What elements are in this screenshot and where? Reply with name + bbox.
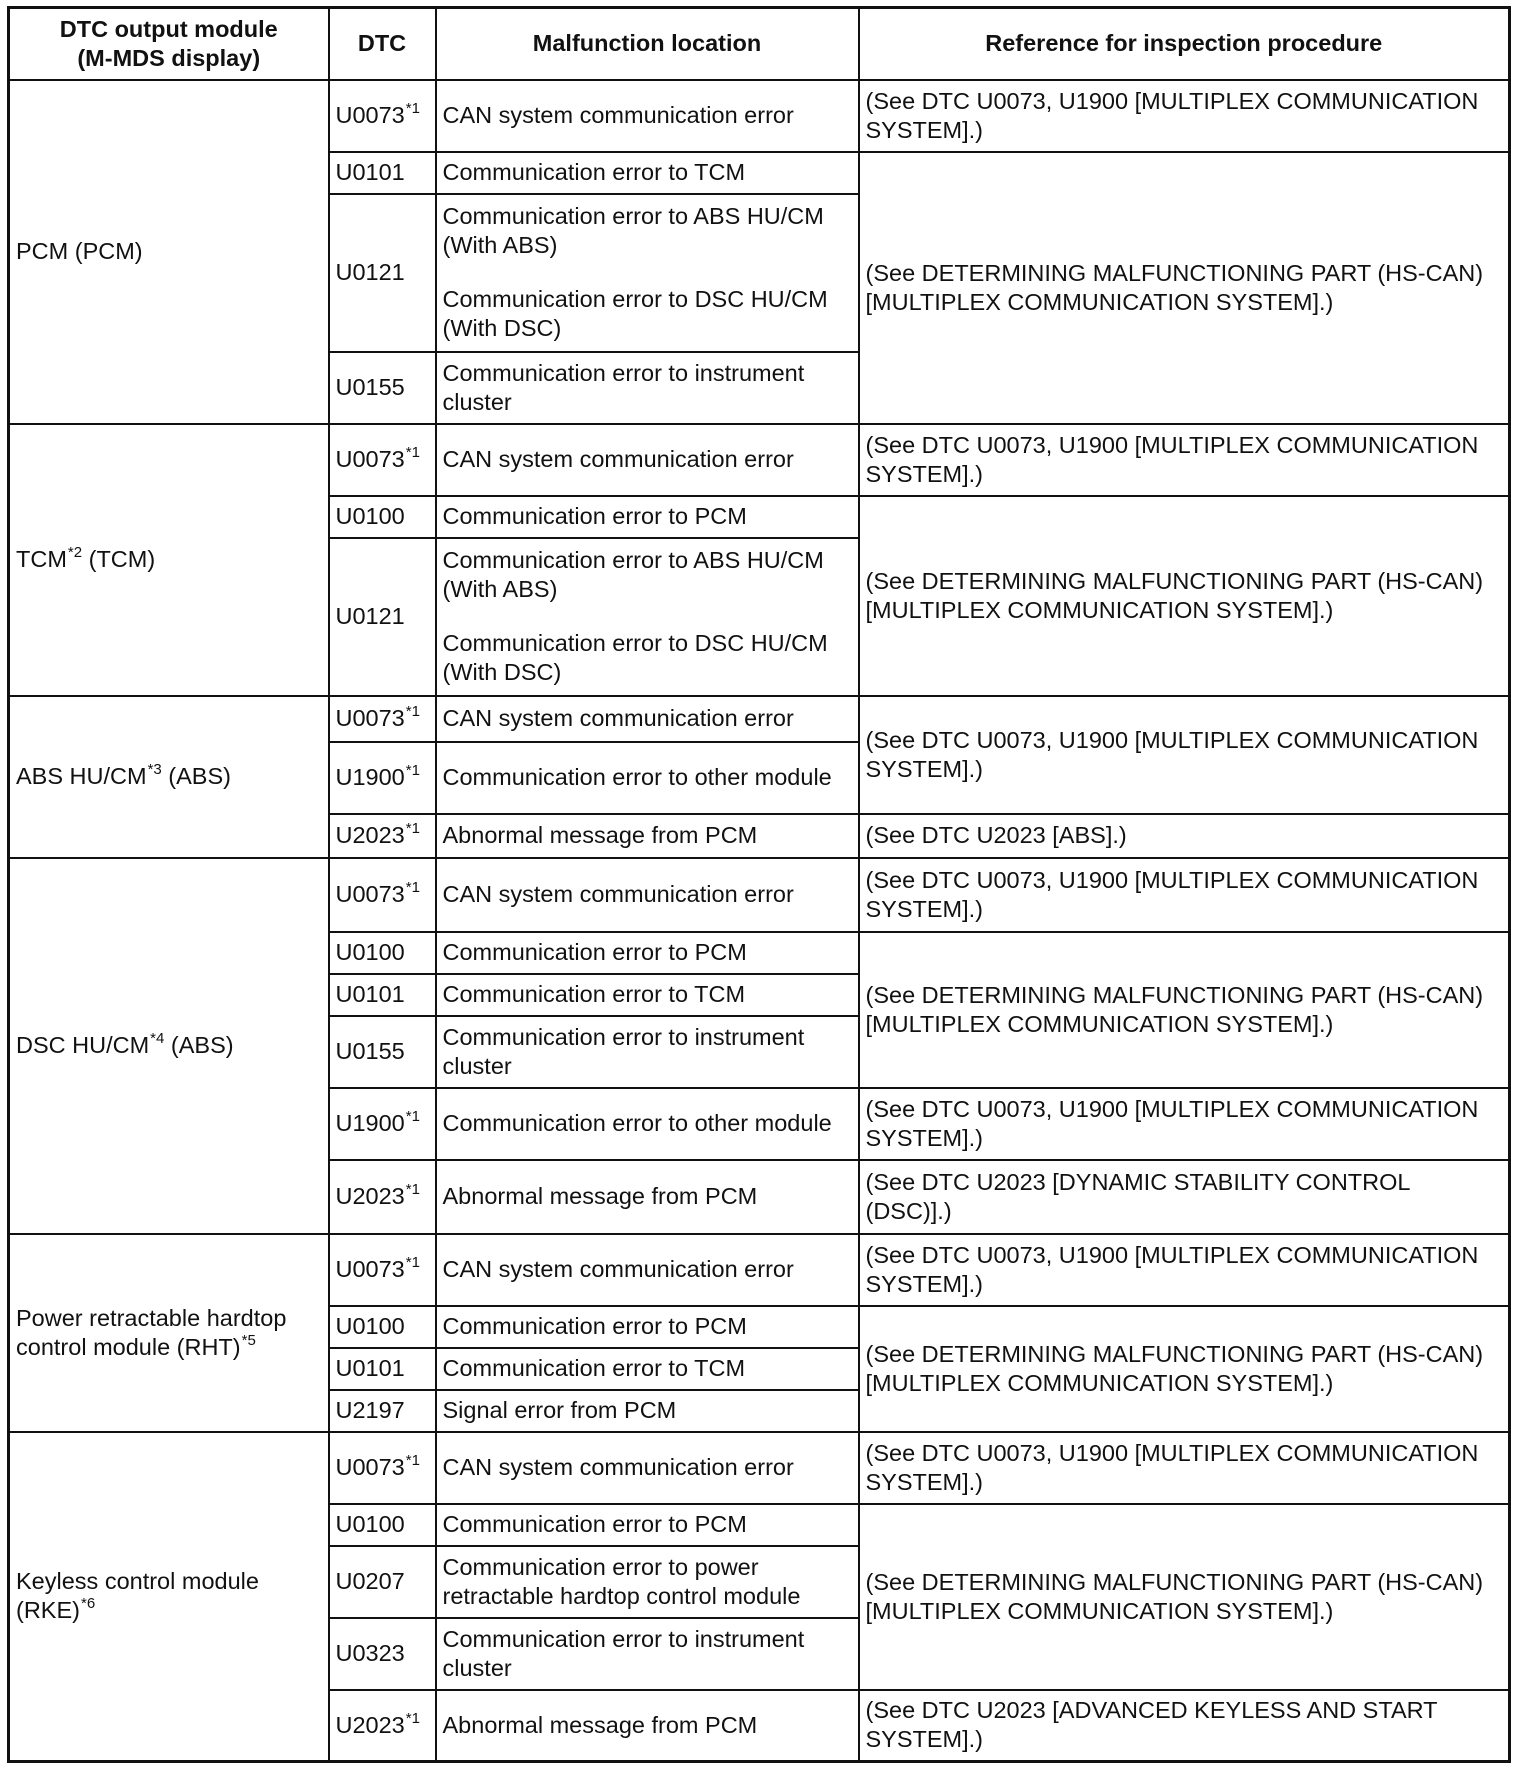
footnote-marker: *1	[405, 100, 420, 117]
module-name: TCM	[16, 546, 67, 572]
location-cell: CAN system communication error	[436, 858, 859, 932]
location-cell: Communication error to TCM	[436, 1348, 859, 1390]
reference-cell: (See DTC U2023 [ABS].)	[859, 814, 1510, 858]
dtc-cell	[329, 1504, 436, 1546]
table-row	[9, 80, 1510, 152]
location-text: Communication error to ABS HU/CM (With ABS)	[442, 203, 824, 258]
location-cell: Communication error to instrument cluster	[436, 1016, 859, 1088]
dtc-code: U0073	[335, 102, 405, 128]
dtc-code: U0101	[335, 1355, 405, 1381]
dtc-cell	[329, 1088, 436, 1160]
location-cell: Abnormal message from PCM	[436, 1160, 859, 1234]
dtc-cell	[329, 1618, 436, 1690]
reference-cell: (See DTC U0073, U1900 [MULTIPLEX COMMUNICATION SYSTEM].)	[859, 858, 1510, 932]
dtc-cell	[329, 1390, 436, 1432]
dtc-code: U0155	[335, 1038, 405, 1064]
location-cell: Communication error to PCM	[436, 1504, 859, 1546]
dtc-code: U1900	[335, 1110, 405, 1136]
dtc-code: U2023	[335, 1183, 405, 1209]
dtc-cell	[329, 742, 436, 814]
module-name: Keyless control module (RKE)	[16, 1568, 259, 1624]
reference-cell: (See DTC U2023 [DYNAMIC STABILITY CONTROL (DSC)].)	[859, 1160, 1510, 1234]
footnote-marker: *3	[147, 761, 162, 778]
dtc-cell	[329, 1348, 436, 1390]
location-cell: CAN system communication error	[436, 1234, 859, 1306]
dtc-cell	[329, 1234, 436, 1306]
table-row	[9, 696, 1510, 742]
reference-cell: (See DETERMINING MALFUNCTIONING PART (HS-CAN) [MULTIPLEX COMMUNICATION SYSTEM].)	[859, 496, 1510, 696]
dtc-table	[7, 6, 1511, 1763]
dtc-cell	[329, 352, 436, 424]
module-cell-pcm	[9, 80, 329, 424]
module-name-suffix: (ABS)	[164, 1032, 234, 1058]
dtc-code: U0101	[335, 981, 405, 1007]
location-cell: CAN system communication error	[436, 424, 859, 496]
module-cell-abs	[9, 696, 329, 858]
location-cell: Communication error to PCM	[436, 1306, 859, 1348]
dtc-cell	[329, 1016, 436, 1088]
reference-cell: (See DTC U0073, U1900 [MULTIPLEX COMMUNICATION SYSTEM].)	[859, 1234, 1510, 1306]
dtc-cell	[329, 496, 436, 538]
location-cell	[436, 538, 859, 696]
module-cell-tcm	[9, 424, 329, 696]
dtc-code: U0323	[335, 1640, 405, 1666]
reference-cell: (See DTC U0073, U1900 [MULTIPLEX COMMUNICATION SYSTEM].)	[859, 696, 1510, 814]
header-reference: Reference for inspection procedure	[859, 8, 1510, 80]
location-cell: Communication error to instrument cluster	[436, 1618, 859, 1690]
dtc-cell	[329, 80, 436, 152]
footnote-marker: *1	[405, 820, 420, 837]
footnote-marker: *1	[405, 879, 420, 896]
table-row	[9, 424, 1510, 496]
dtc-cell	[329, 152, 436, 194]
dtc-cell	[329, 424, 436, 496]
reference-cell: (See DTC U0073, U1900 [MULTIPLEX COMMUNICATION SYSTEM].)	[859, 424, 1510, 496]
footnote-marker: *1	[405, 1452, 420, 1469]
footnote-marker: *4	[150, 1030, 165, 1047]
footnote-marker: *1	[405, 1254, 420, 1271]
module-name: DSC HU/CM	[16, 1032, 150, 1058]
footnote-marker: *1	[405, 1181, 420, 1198]
dtc-cell	[329, 974, 436, 1016]
dtc-code: U0101	[335, 159, 405, 185]
table-row	[9, 858, 1510, 932]
dtc-cell	[329, 814, 436, 858]
footnote-marker: *5	[241, 1331, 256, 1349]
header-location: Malfunction location	[436, 8, 859, 80]
footnote-marker: *1	[405, 703, 420, 720]
module-cell-rke	[9, 1432, 329, 1762]
location-cell: Communication error to power retractable hardtop control module	[436, 1546, 859, 1618]
dtc-cell	[329, 1690, 436, 1762]
header-row	[9, 8, 1510, 80]
reference-cell: (See DTC U0073, U1900 [MULTIPLEX COMMUNICATION SYSTEM].)	[859, 1432, 1510, 1504]
location-cell: Communication error to PCM	[436, 496, 859, 538]
location-cell: CAN system communication error	[436, 1432, 859, 1504]
location-text: Communication error to ABS HU/CM (With ABS)	[442, 547, 824, 602]
dtc-code: U0073	[335, 705, 405, 731]
module-name-suffix: (TCM)	[82, 546, 156, 572]
module-name-suffix: (ABS)	[161, 763, 231, 789]
dtc-cell	[329, 1546, 436, 1618]
reference-cell: (See DTC U0073, U1900 [MULTIPLEX COMMUNICATION SYSTEM].)	[859, 1088, 1510, 1160]
dtc-cell	[329, 932, 436, 974]
dtc-cell	[329, 538, 436, 696]
location-cell: Communication error to TCM	[436, 152, 859, 194]
dtc-code: U0100	[335, 503, 405, 529]
dtc-code: U0207	[335, 1568, 405, 1594]
reference-cell: (See DETERMINING MALFUNCTIONING PART (HS-CAN) [MULTIPLEX COMMUNICATION SYSTEM].)	[859, 152, 1510, 424]
reference-cell: (See DETERMINING MALFUNCTIONING PART (HS-CAN) [MULTIPLEX COMMUNICATION SYSTEM].)	[859, 932, 1510, 1088]
module-cell-rht	[9, 1234, 329, 1432]
dtc-code: U1900	[335, 764, 405, 790]
footnote-marker: *6	[80, 1595, 96, 1613]
dtc-code: U0100	[335, 1313, 405, 1339]
dtc-cell	[329, 1160, 436, 1234]
footnote-marker: *2	[67, 544, 83, 561]
location-cell: Signal error from PCM	[436, 1390, 859, 1432]
dtc-code: U2023	[335, 822, 405, 848]
dtc-code: U0073	[335, 1256, 405, 1282]
location-text: Communication error to DSC HU/CM (With DSC)	[442, 630, 828, 685]
dtc-cell	[329, 194, 436, 352]
module-cell-dsc	[9, 858, 329, 1234]
module-name: Power retractable hardtop control module (RHT)	[16, 1304, 287, 1360]
footnote-marker: *1	[405, 762, 420, 779]
location-cell: CAN system communication error	[436, 696, 859, 742]
table-row	[9, 1432, 1510, 1504]
location-cell: Abnormal message from PCM	[436, 814, 859, 858]
location-cell	[436, 194, 859, 352]
dtc-code: U0073	[335, 446, 405, 472]
footnote-marker: *1	[405, 1108, 420, 1125]
reference-cell: (See DETERMINING MALFUNCTIONING PART (HS-CAN) [MULTIPLEX COMMUNICATION SYSTEM].)	[859, 1504, 1510, 1690]
dtc-code: U0073	[335, 1454, 405, 1480]
location-text: Communication error to DSC HU/CM (With DSC)	[442, 286, 828, 341]
header-module: DTC output module (M-MDS display)	[9, 8, 329, 80]
dtc-cell	[329, 696, 436, 742]
dtc-code: U0100	[335, 1511, 405, 1537]
dtc-code: U0073	[335, 881, 405, 907]
dtc-code: U0100	[335, 939, 405, 965]
footnote-marker: *1	[405, 444, 420, 461]
table-row	[9, 1234, 1510, 1306]
module-name: PCM (PCM)	[16, 238, 143, 264]
location-cell: Communication error to instrument cluster	[436, 352, 859, 424]
dtc-code: U0121	[335, 259, 405, 285]
dtc-code: U0121	[335, 603, 405, 629]
location-cell: Communication error to TCM	[436, 974, 859, 1016]
dtc-code: U2197	[335, 1397, 405, 1423]
location-cell: Communication error to other module	[436, 1088, 859, 1160]
dtc-cell	[329, 1306, 436, 1348]
location-cell: Communication error to other module	[436, 742, 859, 814]
dtc-code: U0155	[335, 374, 405, 400]
header-dtc: DTC	[329, 8, 436, 80]
reference-cell: (See DTC U0073, U1900 [MULTIPLEX COMMUNICATION SYSTEM].)	[859, 80, 1510, 152]
location-cell: Communication error to PCM	[436, 932, 859, 974]
location-cell: Abnormal message from PCM	[436, 1690, 859, 1762]
reference-cell: (See DTC U2023 [ADVANCED KEYLESS AND START SYSTEM].)	[859, 1690, 1510, 1762]
location-cell: CAN system communication error	[436, 80, 859, 152]
dtc-code: U2023	[335, 1711, 405, 1738]
footnote-marker: *1	[405, 1709, 420, 1727]
dtc-cell	[329, 1432, 436, 1504]
module-name: ABS HU/CM	[16, 763, 147, 789]
reference-cell: (See DETERMINING MALFUNCTIONING PART (HS-CAN) [MULTIPLEX COMMUNICATION SYSTEM].)	[859, 1306, 1510, 1432]
dtc-cell	[329, 858, 436, 932]
